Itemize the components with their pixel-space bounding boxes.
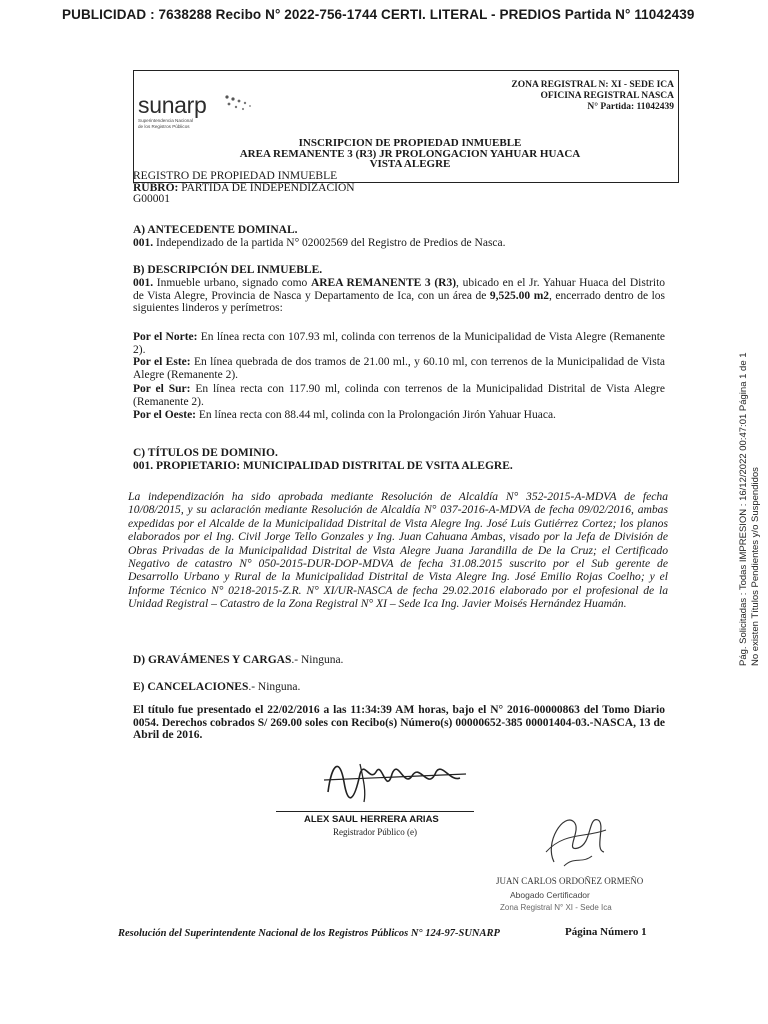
registry-zone-block bbox=[511, 80, 674, 113]
boundary-text: En línea quebrada de dos tramos de 21.00 ml., y 60.10 ml, con terrenos de la Municipalidad de Vista Alegre (Remanente 2). bbox=[133, 356, 666, 381]
boundary-label: Por el Sur: bbox=[133, 383, 191, 395]
section-d-value: .- Ninguna. bbox=[291, 654, 344, 666]
description-text: Inmueble urbano, signado como bbox=[156, 277, 308, 289]
section-a-heading: A) ANTECEDENTE DOMINAL. bbox=[133, 224, 298, 236]
document-title bbox=[200, 138, 620, 170]
boundary-text: En línea recta con 107.93 ml, colinda con terrenos de la Municipalidad de Vista Alegre (Remanente 2). bbox=[133, 331, 666, 356]
boundary-label: Por el Este: bbox=[133, 356, 191, 368]
section-d-heading: D) GRAVÁMENES Y CARGAS bbox=[133, 654, 292, 666]
section-b-heading: B) DESCRIPCIÓN DEL INMUEBLE. bbox=[133, 264, 323, 276]
sunarp-logo bbox=[138, 88, 278, 138]
office-line: OFICINA REGISTRAL NASCA bbox=[540, 91, 674, 101]
title-line-1: INSCRIPCION DE PROPIEDAD INMUEBLE bbox=[298, 137, 522, 149]
registry-info bbox=[133, 171, 355, 206]
notary-name: JUAN CARLOS ORDOÑEZ ORMEÑO bbox=[496, 876, 644, 886]
description-text: , encerrado dentro de los siguientes linderos y perímetros: bbox=[133, 289, 665, 315]
boundary-south bbox=[133, 383, 665, 408]
publicity-header-line: PUBLICIDAD : 7638288 Recibo N° 2022-756-1744 CERTI. LITERAL - PREDIOS Partida N° 11042439 bbox=[62, 7, 695, 22]
logo-subtitle-2: de los Registros Públicos bbox=[138, 124, 190, 129]
print-info-vertical bbox=[738, 352, 762, 666]
area-name: AREA REMANENTE 3 (R3) bbox=[310, 277, 457, 289]
boundary-west bbox=[133, 409, 665, 422]
boundary-label: Por el Oeste: bbox=[133, 409, 197, 421]
section-e bbox=[133, 681, 300, 693]
boundary-north bbox=[133, 331, 665, 356]
footer-resolution: Resolución del Superintendente Nacional de los Registros Públicos N° 124-97-SUNARP bbox=[118, 928, 500, 939]
title-line-2: AREA REMANENTE 3 (R3) JR PROLONGACION YAHUAR HUACA bbox=[239, 147, 581, 160]
page-number: Página Número 1 bbox=[565, 926, 647, 938]
section-b-num: 001. bbox=[133, 277, 154, 289]
registrar-signature-icon bbox=[320, 752, 470, 808]
logo-subtitle-1: Superintendencia Nacional bbox=[138, 118, 193, 123]
section-e-heading: E) CANCELACIONES bbox=[133, 681, 249, 693]
print-info-line-1: Pág. Solicitadas : Todas IMPRESION : 16/12/2022 00:47:01 Página 1 de 1 bbox=[738, 352, 749, 666]
registrar-role: Registrador Público (e) bbox=[333, 827, 417, 837]
section-c-owner: 001. PROPIETARIO: MUNICIPALIDAD DISTRITAL DE VSITA ALEGRE. bbox=[133, 460, 513, 472]
zone-line: ZONA REGISTRAL N: XI - SEDE ICA bbox=[511, 80, 674, 90]
partida-line: N° Partida: 11042439 bbox=[587, 102, 674, 112]
registry-code: G00001 bbox=[133, 193, 171, 205]
print-info-line-2: No existen Títulos Pendientes y/o Suspendidos bbox=[750, 467, 761, 666]
boundary-label: Por el Norte: bbox=[133, 331, 198, 343]
area-value: 9,525.00 m2 bbox=[489, 289, 550, 302]
registry-type: REGISTRO DE PROPIEDAD INMUEBLE bbox=[133, 170, 338, 182]
section-d bbox=[133, 654, 343, 666]
section-a-num: 001. bbox=[133, 237, 154, 249]
description-text: , ubicado en el Jr. Yahuar Huaca del Distrito de Vista Alegre, Provincia de Nasca y Departamento de Ica, con un área de bbox=[133, 277, 666, 302]
boundary-text: En línea recta con 88.44 ml, colinda con la Prolongación Jirón Yahuar Huaca. bbox=[198, 409, 556, 421]
boundary-text: En línea recta con 117.90 ml, colinda con terrenos de la Municipalidad Distrital de Vista Alegre (Remanente 2). bbox=[133, 383, 665, 408]
registrar-name: ALEX SAUL HERRERA ARIAS bbox=[304, 814, 439, 825]
boundary-east bbox=[133, 356, 665, 381]
section-c-heading: C) TÍTULOS DE DOMINIO. bbox=[133, 447, 278, 459]
rubro-value: PARTIDA DE INDEPENDIZACION bbox=[181, 181, 355, 194]
logo-dots-icon bbox=[224, 94, 254, 116]
section-a-entry bbox=[133, 237, 506, 249]
rubro-label: RUBRO: bbox=[133, 181, 179, 194]
logo-wordmark: sunarp bbox=[138, 92, 207, 118]
notary-signature-icon bbox=[534, 802, 614, 882]
signature-line bbox=[276, 811, 474, 812]
section-a-text: Independizado de la partida N° 02002569 del Registro de Predios de Nasca. bbox=[156, 237, 506, 249]
section-e-value: .- Ninguna. bbox=[248, 681, 301, 693]
title-line-3: VISTA ALEGRE bbox=[369, 158, 451, 170]
presentation-paragraph: El título fue presentado el 22/02/2016 a las 11:34:39 AM horas, bajo el N° 2016-00000863 del Tomo Diario 0054. Derechos cobrados S/ 269.00 soles con Recibo(s) Número(s) 00000652-385 00001404-03.-NASCA, 13 de Abril de 2016. bbox=[133, 704, 665, 742]
section-b-description bbox=[133, 277, 665, 315]
section-c-text: La independización ha sido aprobada mediante Resolución de Alcaldía N° 352-2015-A-MDVA de fecha 10/08/2015, y su aclaración mediante Resolución de Alcaldía N° 037-2016-A-MDVA de fecha 09/02/2016, ambas expedidas por el Alcalde de la Municipalidad Distrital de Vista Alegre Ing. José Luis Gutiérrez Cortez; los planos elaborados por el Ing. Civil Jorge Tello Gonzales y Ing. Juan Cahuana Ambas, visado por la Jefa de División de Obras Privadas de la Municipalidad Distrital de Vista Alegre Juana Jarandilla de De la Cruz; el Certificado Negativo de catastro N° 050-2015-DUR-DOP-MDVA de fecha 31.08.2015 suscrito por el Sub gerente de Desarrollo Urbano y Rural de la Municipalidad Distrital de Vista Alegre Ing. José Emilio Rojas Coelho; y el Informe Técnico N° 0218-2015-Z.R. N° XI/UR-NASCA de fecha 29.02.2016 elaborado por el profesional de la Unidad Registral – Catastro de la Zona Registral N° XI – Sede Ica Ing. Javier Moisés Hernández Huamán. bbox=[128, 490, 668, 611]
notary-role: Abogado Certificador bbox=[510, 890, 590, 900]
notary-zone: Zona Registral N° XI - Sede Ica bbox=[500, 903, 612, 912]
